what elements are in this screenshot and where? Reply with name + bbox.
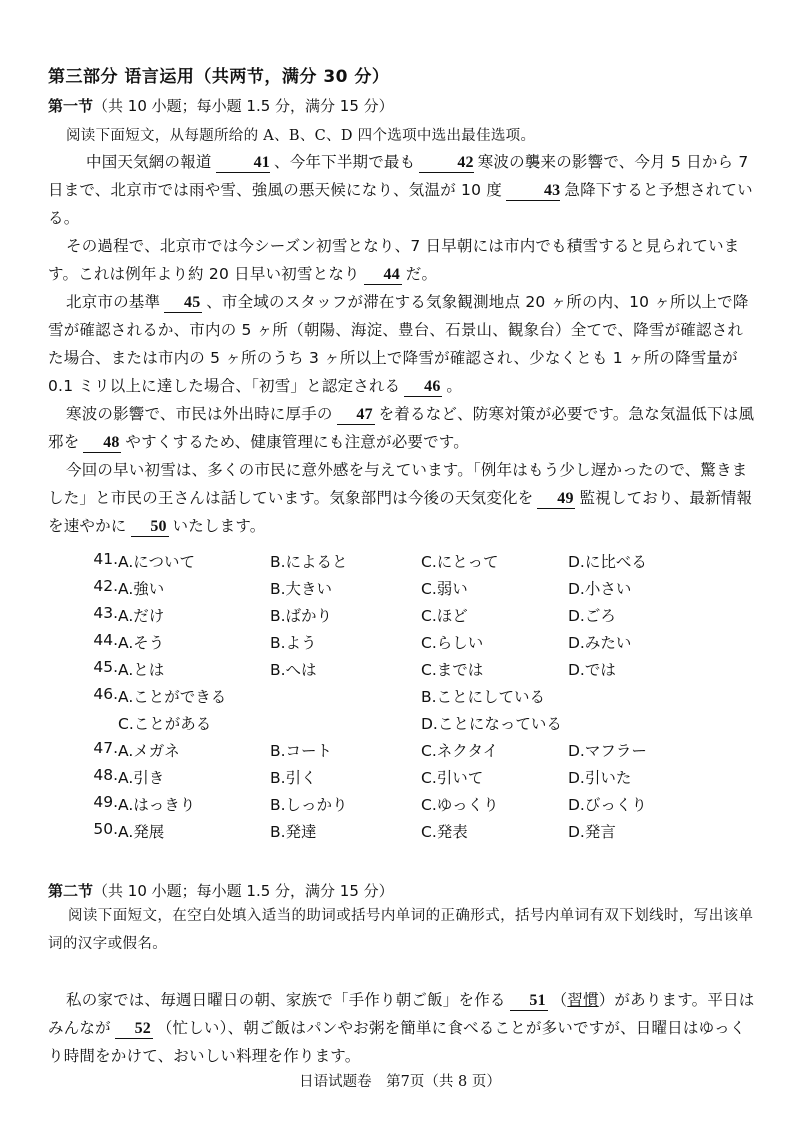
passage-text: その過程で、北京市では今シーズン初雪となり、7 日早朝には市内でも積雪すると見られています。これは例年より約 20 日早い初雪となり	[48, 237, 740, 283]
blank-49: 49	[537, 490, 575, 509]
option-d: D.ごろ	[568, 607, 616, 625]
blank-41: 41	[216, 154, 270, 173]
option-c: C.ゆっくり	[421, 796, 499, 814]
blank-45: 45	[164, 294, 202, 313]
word-hint-51: （習慣）	[551, 991, 615, 1009]
question-number: 44.	[93, 631, 118, 649]
passage-text: 急降下すると予想されている。	[48, 181, 753, 227]
options-list	[78, 550, 718, 847]
question-48	[78, 766, 718, 793]
option-c: C.ことがある	[118, 715, 212, 733]
question-49	[78, 793, 718, 820]
passage1-paragraph-1	[48, 148, 756, 232]
blank-46: 46	[404, 378, 442, 397]
option-d: D.引いた	[568, 769, 632, 787]
passage-text: 寒波の襲来の影響で、今月 5 日から 7 日まで、北京市では雨や雪、強風の悪天候になり、気温が 10 度	[48, 153, 749, 199]
question-number: 45.	[93, 658, 118, 676]
option-d: D.では	[568, 661, 616, 679]
question-number: 50.	[93, 820, 118, 838]
option-c: C.ほど	[421, 607, 468, 625]
question-number: 41.	[93, 550, 118, 568]
passage-text: を着るなど、防寒対策が必要です。急な気温低下は風邪を	[48, 405, 755, 451]
question-46-cont	[78, 712, 718, 739]
option-c: C.弱い	[421, 580, 468, 598]
blank-48: 48	[83, 434, 121, 453]
option-a: A.について	[118, 553, 195, 571]
option-a: A.強い	[118, 580, 165, 598]
section2-label: 第二节	[48, 882, 94, 900]
question-number: 47.	[93, 739, 118, 757]
passage-text: 。	[446, 377, 463, 395]
question-50	[78, 820, 718, 847]
passage-text: 監視しており、最新情報を速やかに	[48, 489, 753, 535]
passage-text: 寒波の影響で、市民は外出時に厚手の	[66, 405, 333, 423]
passage-text: があります。平日はみんなが	[48, 991, 755, 1037]
option-b: B.大きい	[270, 580, 333, 598]
passage-text: 、朝ご飯はパンやお粥を簡単に食べることが多いですが、日曜日はゆっくり時間をかけて、おいしい料理を作ります。	[48, 1019, 746, 1065]
option-b: B.へは	[270, 661, 317, 679]
blank-51: 51	[510, 992, 548, 1011]
blank-50: 50	[131, 518, 169, 537]
passage-text: 、市全域のスタッフが滞在する気象観測地点 20 ヶ所の内、10 ヶ所以上で降雪が確認されるか、市内の 5 ヶ所（朝陽、海淀、豊台、石景山、観象台）全てで、降雪が確認された場合、または市内の 5 ヶ所のうち 3 ヶ所以上で降雪が確認され、少なくとも 1 ヶ所の降雪量が 0.1 ミリ以上に達した場合、「初雪」と認定される	[48, 293, 749, 395]
option-a: A.発展	[118, 823, 165, 841]
option-a: A.メガネ	[118, 742, 180, 760]
hint-word-51: 習慣	[567, 991, 599, 1009]
section1-meta: （共 10 小题；每小题 1.5 分，满分 15 分）	[93, 97, 394, 115]
section2-instruction: 阅读下面短文，在空白处填入适当的助词或括号内单词的正确形式，括号内单词有双下划线时，写出该单词的汉字或假名。	[48, 908, 754, 952]
option-b: B.ばかり	[270, 607, 333, 625]
option-a: A.だけ	[118, 607, 165, 625]
question-41	[78, 550, 718, 577]
option-c: C.らしい	[421, 634, 484, 652]
passage1-paragraph-4	[48, 400, 756, 456]
blank-42: 42	[419, 154, 473, 173]
question-45	[78, 658, 718, 685]
option-d: D.マフラー	[568, 742, 647, 760]
passage2-paragraph-1	[48, 986, 756, 1070]
option-a: A.はっきり	[118, 796, 196, 814]
blank-44: 44	[364, 266, 402, 285]
blank-43: 43	[506, 182, 560, 201]
option-c: C.引いて	[421, 769, 484, 787]
section2-title	[48, 880, 394, 901]
option-d: D.に比べる	[568, 553, 647, 571]
passage-text: 私の家では、毎週日曜日の朝、家族で「手作り朝ご飯」を作る	[66, 991, 506, 1009]
option-a: A.ことができる	[118, 688, 227, 706]
passage-text: 中国天気網の報道	[86, 153, 212, 171]
question-42	[78, 577, 718, 604]
option-c: C.にとって	[421, 553, 499, 571]
section1-label: 第一节	[48, 97, 94, 115]
section1-title	[48, 95, 394, 116]
passage-text: 、今年下半期で最も	[274, 153, 416, 171]
question-43	[78, 604, 718, 631]
option-a: A.そう	[118, 634, 165, 652]
section1-instruction: 阅读下面短文，从每题所给的 A、B、C、D 四个选项中选出最佳选项。	[66, 128, 536, 144]
option-c: C.までは	[421, 661, 484, 679]
option-b: B.発達	[270, 823, 317, 841]
option-d: D.発言	[568, 823, 616, 841]
option-b: B.しっかり	[270, 796, 348, 814]
option-d: D.びっくり	[568, 796, 647, 814]
option-b: B.よう	[270, 634, 317, 652]
option-a: A.引き	[118, 769, 165, 787]
option-d: D.みたい	[568, 634, 632, 652]
option-b: B.コート	[270, 742, 333, 760]
option-c: C.ネクタイ	[421, 742, 499, 760]
option-b: B.引く	[270, 769, 317, 787]
passage-text: いたします。	[172, 517, 266, 535]
question-number: 49.	[93, 793, 118, 811]
question-47	[78, 739, 718, 766]
passage1-paragraph-5	[48, 456, 756, 540]
blank-52: 52	[115, 1020, 153, 1039]
word-hint-52: （忙しい）	[156, 1019, 228, 1037]
section2-meta: （共 10 小题；每小题 1.5 分，满分 15 分）	[93, 882, 394, 900]
option-d: D.ことになっている	[421, 715, 562, 733]
option-b: B.によると	[270, 553, 348, 571]
question-46	[78, 685, 718, 712]
passage-text: 北京市の基準	[66, 293, 161, 311]
passage-text: 今回の早い初雪は、多くの市民に意外感を与えています。「例年はもう少し遅かったので、驚きました」と市民の王さんは話しています。気象部門は今後の天気変化を	[48, 461, 748, 507]
question-44	[78, 631, 718, 658]
part-title: 第三部分 语言运用（共两节，满分 30 分）	[48, 67, 390, 87]
hint-word-52: 忙しい	[172, 1019, 220, 1037]
question-number: 46.	[93, 685, 118, 703]
blank-47: 47	[337, 406, 375, 425]
option-c: C.発表	[421, 823, 468, 841]
question-number: 43.	[93, 604, 118, 622]
passage1-paragraph-2	[48, 232, 756, 288]
passage1-paragraph-3	[48, 288, 756, 400]
page-footer: 日语试题卷 第7页（共 8 页）	[299, 1074, 501, 1090]
passage-text: だ。	[405, 265, 438, 283]
passage-text: やすくするため、健康管理にも注意が必要です。	[125, 433, 469, 451]
option-b: B.ことにしている	[421, 688, 546, 706]
question-number: 42.	[93, 577, 118, 595]
question-number: 48.	[93, 766, 118, 784]
option-d: D.小さい	[568, 580, 632, 598]
option-a: A.とは	[118, 661, 165, 679]
